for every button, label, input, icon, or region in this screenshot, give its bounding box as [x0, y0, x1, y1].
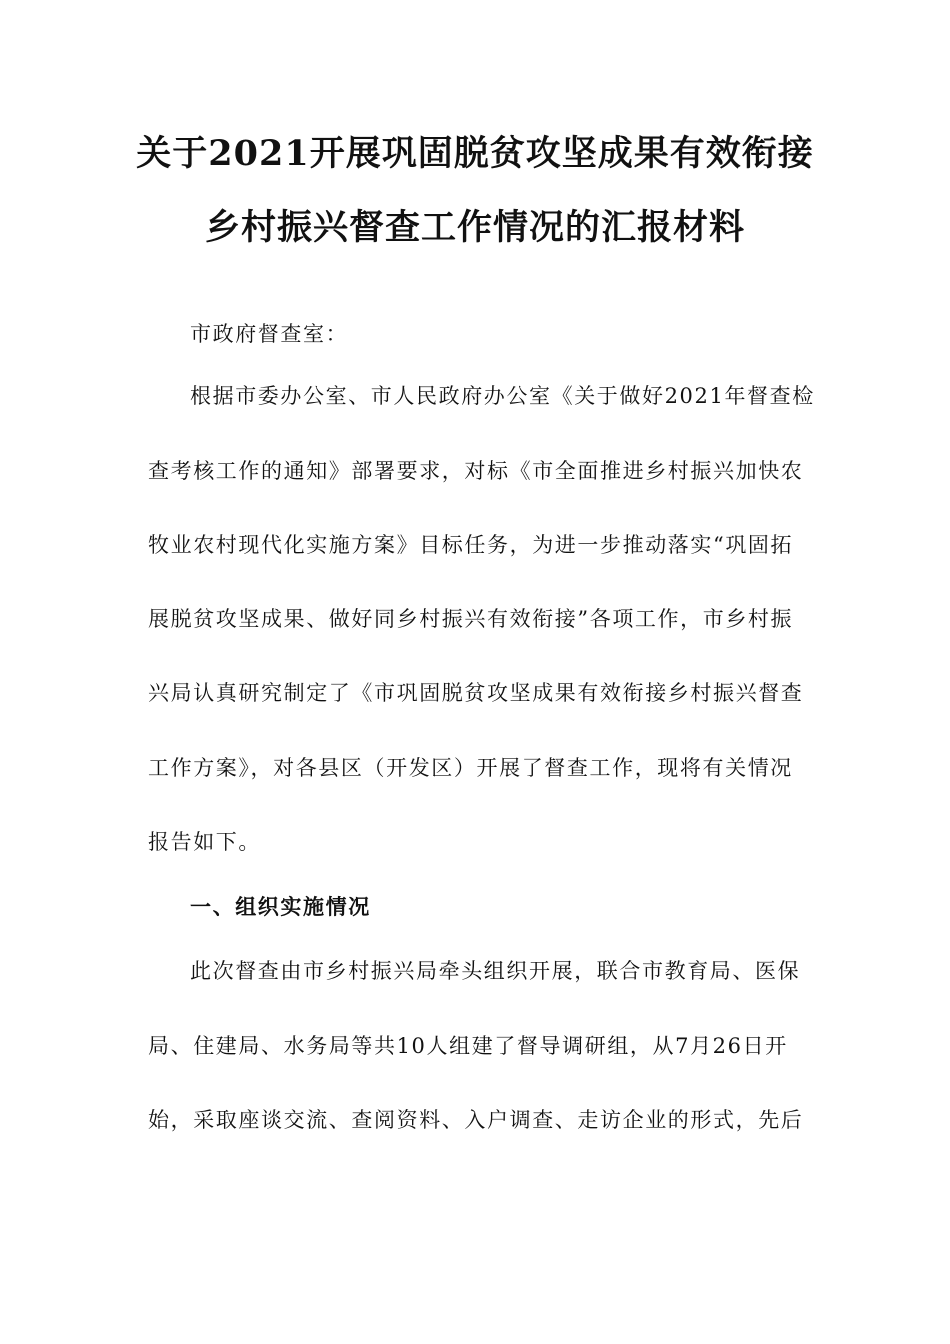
paragraph-line: 根据市委办公室、市人民政府办公室《关于做好2021年督查检	[190, 384, 815, 408]
document-title-line-2: 乡村振兴督查工作情况的汇报材料	[204, 207, 745, 248]
paragraph-line: 报告如下。	[148, 830, 261, 854]
paragraph-line: 此次督查由市乡村振兴局牵头组织开展，联合市教育局、医保	[190, 959, 801, 983]
paragraph-line: 局、住建局、水务局等共10人组建了督导调研组，从7月26日开	[148, 1034, 788, 1058]
paragraph-line: 始，采取座谈交流、查阅资料、入户调查、走访企业的形式，先后	[148, 1108, 804, 1132]
document-title-line-1: 关于2021开展巩固脱贫攻坚成果有效衔接	[136, 133, 814, 174]
paragraph-line: 兴局认真研究制定了《市巩固脱贫攻坚成果有效衔接乡村振兴督查	[148, 681, 804, 705]
paragraph-line: 工作方案》，对各县区（开发区）开展了督查工作，现将有关情况	[148, 756, 793, 780]
paragraph-line: 查考核工作的通知》部署要求，对标《市全面推进乡村振兴加快农	[148, 459, 804, 483]
salutation: 市政府督查室：	[190, 322, 349, 346]
section-heading: 一、组织实施情况	[190, 894, 371, 919]
paragraph-line: 展脱贫攻坚成果、做好同乡村振兴有效衔接”各项工作，市乡村振	[148, 607, 794, 631]
paragraph-line: 牧业农村现代化实施方案》目标任务，为进一步推动落实“巩固拓	[148, 533, 794, 557]
